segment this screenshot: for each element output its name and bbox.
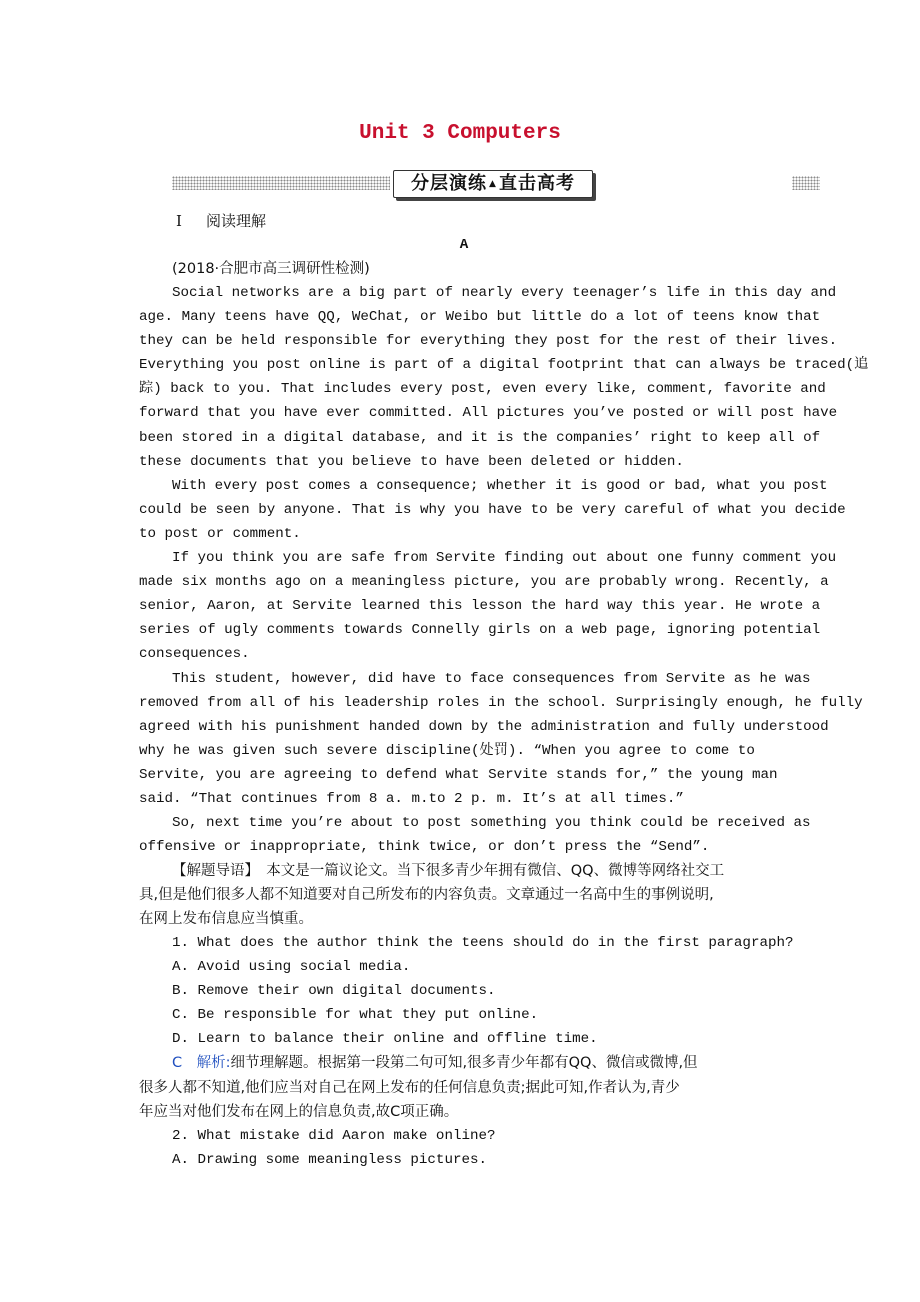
passage-line: senior, Aaron, at Servite learned this lesson the hard way this year. He wrote a: [139, 598, 821, 615]
question-stem: 2. What mistake did Aaron make online?: [172, 1127, 496, 1144]
guide-line: 在网上发布信息应当慎重。: [139, 911, 313, 928]
passage-line: consequences.: [139, 646, 250, 663]
section-roman: Ⅰ: [176, 214, 182, 230]
guide-line: 【解题导语】 本文是一篇议论文。当下很多青少年拥有微信、QQ、微博等网络社交工: [172, 863, 725, 879]
passage: [139, 281, 869, 859]
passage-line: offensive or inappropriate, think twice, or don’t press the “Send”.: [139, 839, 710, 856]
answer-text: 细节理解题。根据第一段第二句可知,很多青少年都有QQ、微信或微博,但: [230, 1055, 698, 1072]
section-label: 阅读理解: [205, 212, 266, 230]
section-heading: [176, 210, 266, 231]
passage-line: With every post comes a consequence; whether it is good or bad, what you post: [172, 477, 828, 494]
passage-line: This student, however, did have to face consequences from Servite as he was: [172, 670, 811, 687]
answer-text-line: 很多人都不知道,他们应当对自己在网上发布的任何信息负责;据此可知,作者认为,青少: [139, 1079, 680, 1096]
question-option: D. Learn to balance their online and offline time.: [172, 1031, 598, 1048]
guide-section: [139, 859, 789, 931]
passage-line: If you think you are safe from Servite finding out about one funny comment you: [172, 550, 837, 567]
passage-line: So, next time you’re about to post something you think could be received as: [172, 815, 811, 832]
section-banner: [170, 168, 822, 202]
answer-letter: C: [172, 1055, 197, 1072]
question-option: B. Remove their own digital documents.: [172, 983, 496, 1000]
answer-line: [139, 1051, 789, 1075]
passage-line: these documents that you believe to have been deleted or hidden.: [139, 453, 684, 470]
questions: [139, 931, 794, 1172]
guide-line: 具,但是他们很多人都不知道要对自己所发布的内容负责。文章通过一名高中生的事例说明,: [139, 887, 714, 904]
source-note: (2018·合肥市高三调研性检测): [172, 261, 370, 278]
banner-badge: [393, 170, 593, 198]
passage-line: 踪) back to you. That includes every post, even every like, comment, favorite and: [139, 381, 826, 398]
banner-left-text: 分层演练: [411, 173, 488, 194]
passage-line: Everything you post online is part of a digital footprint that can always be traced(追: [139, 357, 869, 374]
triangle-icon: ▲: [489, 179, 497, 189]
question-option: A. Drawing some meaningless pictures.: [172, 1151, 488, 1168]
question-option: A. Avoid using social media.: [172, 959, 411, 976]
passage-line: series of ugly comments towards Connelly girls on a web page, ignoring potential: [139, 622, 821, 639]
passage-line: age. Many teens have QQ, WeChat, or Weibo but little do a lot of teens know that: [139, 309, 821, 326]
passage-line: Social networks are a big part of nearly every teenager’s life in this day and: [172, 285, 837, 301]
passage-line: been stored in a digital database, and it is the companies’ right to keep all of: [139, 429, 821, 446]
answer-tag: 解析:: [196, 1055, 231, 1072]
passage-line: made six months ago on a meaningless picture, you are probably wrong. Recently, a: [139, 574, 829, 591]
banner-dots-left: [172, 176, 390, 190]
passage-line: agreed with his punishment handed down by the administration and fully understood: [139, 718, 829, 735]
passage-label: A: [459, 237, 469, 253]
passage-label-block: [139, 233, 789, 281]
passage-line: they can be held responsible for everything they post for the rest of their lives.: [139, 333, 838, 350]
banner-dots-right: [792, 176, 820, 190]
question-stem: 1. What does the author think the teens should do in the first paragraph?: [172, 935, 794, 951]
answer-text-line: 年应当对他们发布在网上的信息负责,故C项正确。: [139, 1103, 459, 1120]
banner-right-text: 直击高考: [498, 173, 575, 194]
passage-line: to post or comment.: [139, 525, 301, 542]
passage-line: said. “That continues from 8 a. m.to 2 p. m. It’s at all times.”: [139, 790, 684, 807]
passage-line: why he was given such severe discipline(处罚). “When you agree to come to: [139, 742, 755, 759]
passage-line: Servite, you are agreeing to defend what Servite stands for,” the young man: [139, 766, 778, 783]
passage-line: forward that you have ever committed. All pictures you’ve posted or will post have: [139, 405, 838, 422]
question-option: C. Be responsible for what they put online.: [172, 1007, 539, 1024]
page-title: Unit 3 Computers: [359, 122, 561, 145]
passage-line: could be seen by anyone. That is why you have to be very careful of what you decide: [139, 501, 846, 518]
passage-line: removed from all of his leadership roles in the school. Surprisingly enough, he fully: [139, 694, 863, 711]
